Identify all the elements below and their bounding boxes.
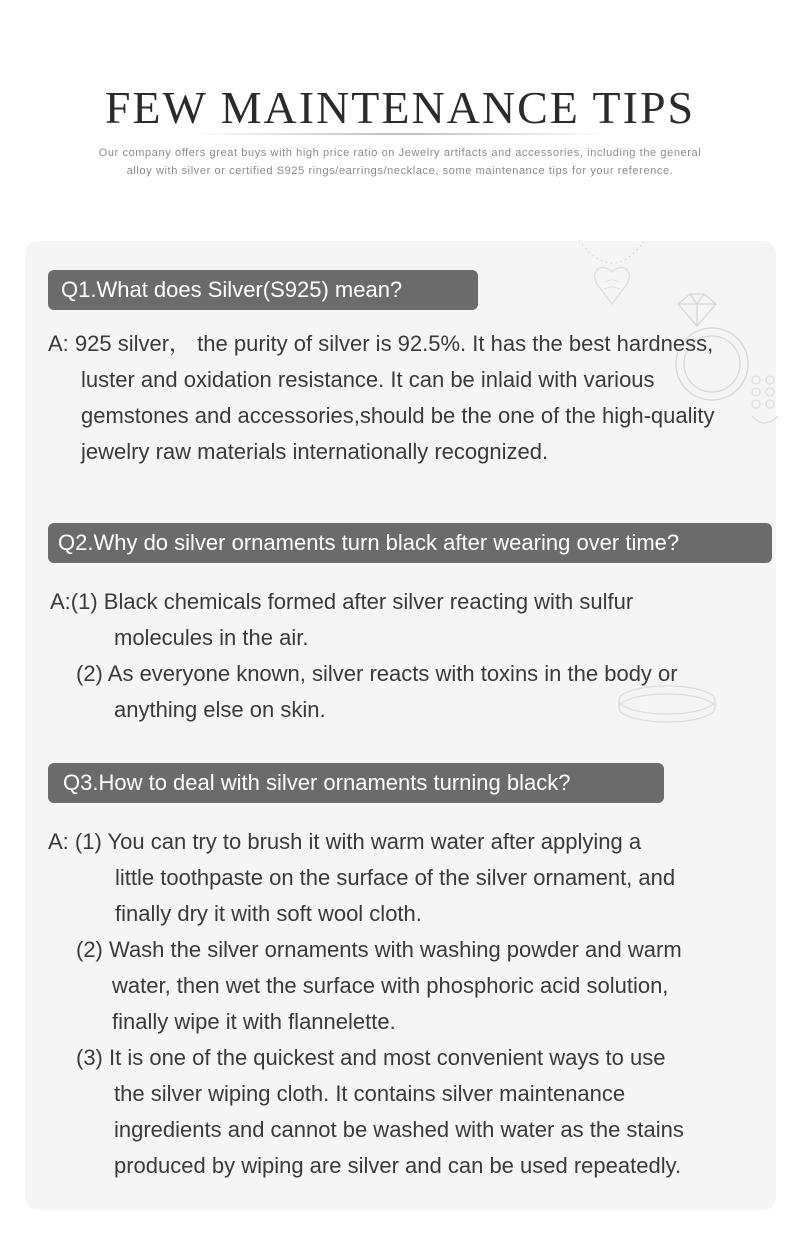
- page-subtitle: [60, 144, 740, 180]
- answer-1: [48, 326, 715, 470]
- answer-line: (3) It is one of the quickest and most convenient ways to use: [76, 1045, 666, 1070]
- answer-line: anything else on skin.: [114, 697, 326, 722]
- answer-3: [48, 824, 684, 1184]
- answer-2: [50, 584, 678, 728]
- answer-line: finally wipe it with flannelette.: [112, 1009, 396, 1034]
- question-1-text: Q1.What does Silver(S925) mean?: [61, 277, 403, 302]
- subtitle-line: Our company offers great buys with high price ratio on Jewelry artifacts and accessories, including the general: [98, 147, 702, 159]
- subtitle-line: alloy with silver or certified S925 rings/earrings/necklace, some maintenance tips for your reference.: [126, 165, 674, 177]
- answer-line: finally dry it with soft wool cloth.: [115, 901, 422, 926]
- answer-line: A: 925 silver， the purity of silver is 92.5%. It has the best hardness,: [48, 331, 714, 356]
- answer-line: jewelry raw materials internationally recognized.: [81, 439, 549, 464]
- answer-line: produced by wiping are silver and can be used repeatedly.: [114, 1153, 682, 1178]
- answer-line: ingredients and cannot be washed with water as the stains: [114, 1117, 684, 1142]
- page-title: FEW MAINTENANCE TIPS: [104, 82, 696, 133]
- earring-icon: [744, 372, 784, 432]
- answer-line: water, then wet the surface with phosphoric acid solution,: [112, 973, 669, 998]
- heart-necklace-icon: [575, 236, 650, 316]
- question-2: [48, 523, 772, 563]
- answer-line: the silver wiping cloth. It contains silver maintenance: [114, 1081, 626, 1106]
- question-1: [48, 270, 478, 310]
- answer-line: luster and oxidation resistance. It can be inlaid with various: [81, 367, 655, 392]
- title-divider: [190, 133, 610, 135]
- answer-line: A: (1) You can try to brush it with warm water after applying a: [48, 829, 642, 854]
- answer-line: gemstones and accessories,should be the one of the high-quality: [81, 403, 715, 428]
- question-3-text: Q3.How to deal with silver ornaments turning black?: [63, 770, 571, 795]
- question-2-text: Q2.Why do silver ornaments turn black after wearing over time?: [58, 530, 680, 555]
- answer-line: molecules in the air.: [114, 625, 309, 650]
- answer-line: little toothpaste on the surface of the silver ornament, and: [115, 865, 676, 890]
- answer-line: (2) As everyone known, silver reacts with toxins in the body or: [76, 661, 678, 686]
- question-3: [48, 763, 664, 803]
- answer-line: A:(1) Black chemicals formed after silver reacting with sulfur: [50, 589, 634, 614]
- answer-line: (2) Wash the silver ornaments with washing powder and warm: [76, 937, 682, 962]
